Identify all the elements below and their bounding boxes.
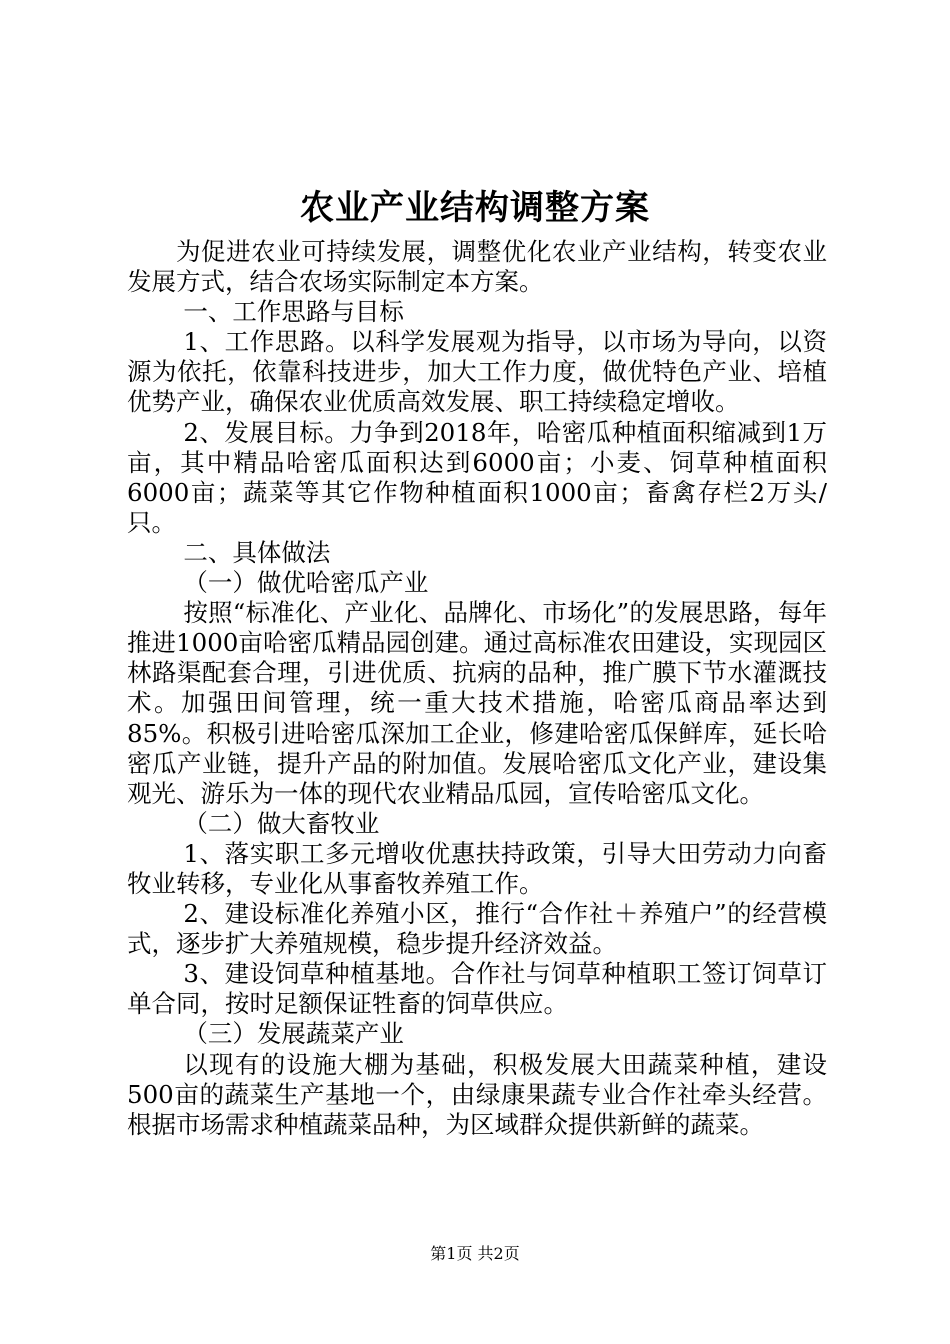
vegetable-industry-paragraph: 以现有的设施大棚为基础，积极发展大田蔬菜种植，建设500亩的蔬菜生产基地一个，由绿康果蔬专业合作社牵头经营。根据市场需求种植蔬菜品种，为区域群众提供新鲜的蔬菜。 xyxy=(127,1049,827,1139)
section-heading-2: 二、具体做法 xyxy=(183,537,331,567)
section-heading-1: 一、工作思路与目标 xyxy=(183,297,404,327)
page-footer: 第1页 共2页 xyxy=(430,1244,520,1263)
intro-paragraph: 为促进农业可持续发展，调整优化农业产业结构，转变农业发展方式，结合农场实际制定本方案。 xyxy=(127,237,827,297)
development-goal-paragraph: 2、发展目标。力争到2018年，哈密瓜种植面积缩减到1万亩，其中精品哈密瓜面积达到6000亩；小麦、饲草种植面积6000亩；蔬菜等其它作物种植面积1000亩；畜禽存栏2万头/只。 xyxy=(127,417,827,537)
livestock-item-3: 3、建设饲草种植基地。合作社与饲草种植职工签订饲草订单合同，按时足额保证牲畜的饲草供应。 xyxy=(127,959,827,1019)
subsection-heading-1: （一）做优哈密瓜产业 xyxy=(183,568,429,598)
livestock-item-1: 1、落实职工多元增收优惠扶持政策，引导大田劳动力向畜牧业转移，专业化从事畜牧养殖工作。 xyxy=(127,838,827,898)
livestock-item-2: 2、建设标准化养殖小区，推行“合作社＋养殖户”的经营模式，逐步扩大养殖规模，稳步提升经济效益。 xyxy=(127,899,827,959)
work-approach-paragraph: 1、工作思路。以科学发展观为指导，以市场为导向，以资源为依托，依靠科技进步，加大工作力度，做优特色产业、培植优势产业，确保农业优质高效发展、职工持续稳定增收。 xyxy=(127,327,827,417)
document-body xyxy=(127,237,827,1140)
subsection-heading-2: （二）做大畜牧业 xyxy=(183,808,380,838)
document-title: 农业产业结构调整方案 xyxy=(300,188,650,228)
subsection-heading-3: （三）发展蔬菜产业 xyxy=(183,1019,404,1049)
melon-industry-paragraph: 按照“标准化、产业化、品牌化、市场化”的发展思路，每年推进1000亩哈密瓜精品园创建。通过高标准农田建设，实现园区林路渠配套合理，引进优质、抗病的品种，推广膜下节水灌溉技术。加强田间管理，统一重大技术措施，哈密瓜商品率达到85%。积极引进哈密瓜深加工企业，修建哈密瓜保鲜库，延长哈密瓜产业链，提升产品的附加值。发展哈密瓜文化产业，建设集观光、游乐为一体的现代农业精品瓜园，宣传哈密瓜文化。 xyxy=(127,598,827,808)
